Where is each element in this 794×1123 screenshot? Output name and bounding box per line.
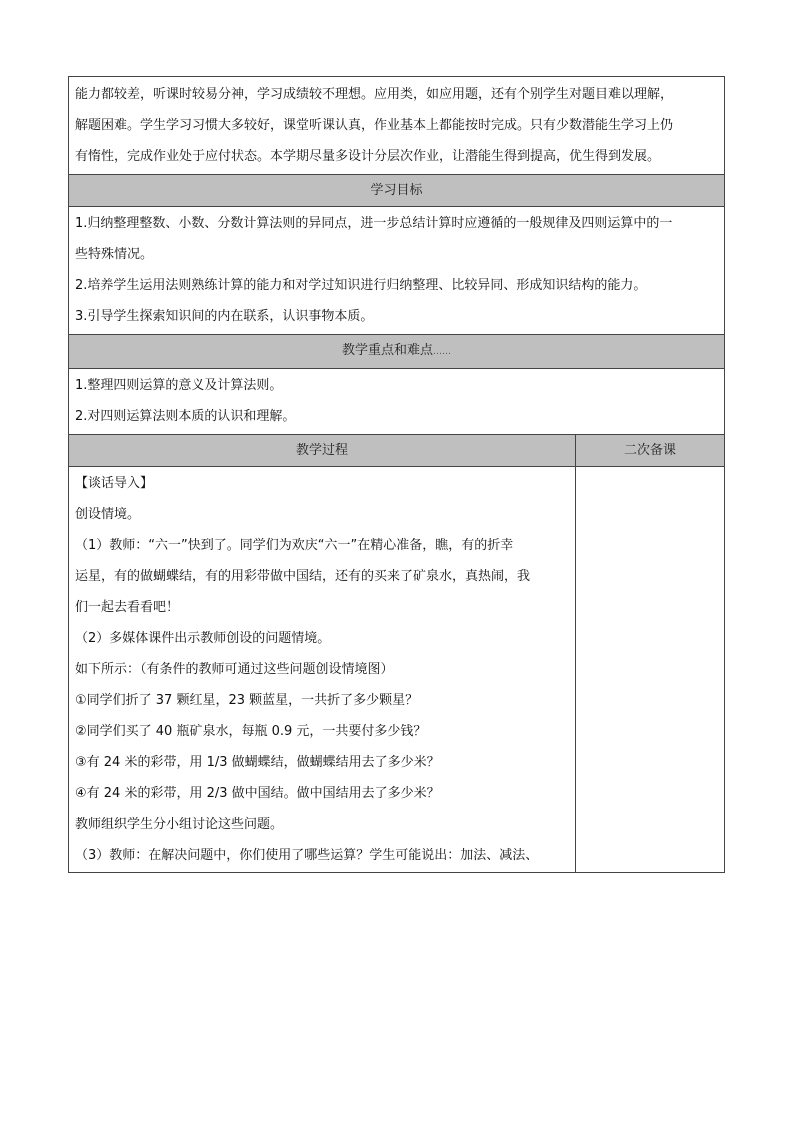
process-line: 【谈话导入】: [75, 476, 154, 491]
goals-header-row: [69, 175, 725, 207]
key-points-header: [69, 335, 725, 369]
intro-line: 有惰性，完成作业处于应付状态。本学期尽量多设计分层次作业，让潜能生得到提高，优生得到发展。: [75, 149, 661, 164]
lesson-plan-table: [68, 76, 725, 873]
goal-line: 些特殊情况。: [75, 247, 154, 262]
goal-line: 3.引导学生探索知识间的内在联系，认识事物本质。: [75, 309, 374, 324]
revision-header: 二次备课: [576, 435, 725, 467]
process-line: 如下所示：（有条件的教师可通过这些问题创设情境图）: [75, 662, 394, 677]
goals-header: 学习目标: [69, 175, 725, 207]
key-points-header-label: 教学重点和难点: [341, 343, 433, 358]
process-line: 们一起去看看吧！: [75, 600, 180, 615]
process-line: （2）多媒体课件出示教师创设的问题情境。: [75, 631, 331, 646]
intro-row: [69, 77, 725, 175]
process-line: （3）教师：在解决问题中，你们使用了哪些运算？学生可能说出：加法、减法、: [75, 848, 539, 863]
process-line: ①同学们折了 37 颗红星，23 颗蓝星，一共折了多少颗星？: [75, 693, 419, 708]
intro-line: 解题困难。学生学习习惯大多较好，课堂听课认真，作业基本上都能按时完成。只有少数潜能生学习上仍: [75, 118, 674, 133]
key-point-line: 1.整理四则运算的意义及计算法则。: [75, 378, 283, 393]
key-points-cell: [69, 369, 725, 435]
goals-row: [69, 207, 725, 335]
process-line: ③有 24 米的彩带，用 1/3 做蝴蝶结，做蝴蝶结用去了多少米？: [75, 755, 440, 770]
process-line: （1）教师：“六一”快到了。同学们为欢庆“六一”在精心准备，瞧，有的折幸: [75, 538, 514, 553]
key-points-header-suffix: ……: [433, 347, 451, 357]
process-line: 教师组织学生分小组讨论这些问题。: [75, 817, 284, 832]
goal-line: 2.培养学生运用法则熟练计算的能力和对学过知识进行归纳整理、比较异同、形成知识结构的能力。: [75, 278, 647, 293]
goal-line: 1.归纳整理整数、小数、分数计算法则的异同点，进一步总结计算时应遵循的一般规律及四则运算中的一: [75, 216, 673, 231]
process-cell: [69, 467, 576, 873]
lesson-plan-page: [68, 76, 725, 873]
process-line: 运星，有的做蝴蝶结，有的用彩带做中国结，还有的买来了矿泉水，真热闹，我: [75, 569, 531, 584]
key-point-line: 2.对四则运算法则本质的认识和理解。: [75, 409, 296, 424]
revision-cell: [576, 467, 725, 873]
key-points-row: [69, 369, 725, 435]
intro-line: 能力都较差，听课时较易分神，学习成绩较不理想。应用类，如应用题，还有个别学生对题目难以理解，: [75, 87, 674, 102]
goals-cell: [69, 207, 725, 335]
process-line: 创设情境。: [75, 507, 141, 522]
process-line: ④有 24 米的彩带，用 2/3 做中国结。做中国结用去了多少米？: [75, 786, 440, 801]
intro-cell: [69, 77, 725, 175]
process-row: [69, 467, 725, 873]
process-header: 教学过程: [69, 435, 576, 467]
key-points-header-row: [69, 335, 725, 369]
process-line: ②同学们买了 40 瓶矿泉水，每瓶 0.9 元，一共要付多少钱？: [75, 724, 427, 739]
process-header-row: [69, 435, 725, 467]
